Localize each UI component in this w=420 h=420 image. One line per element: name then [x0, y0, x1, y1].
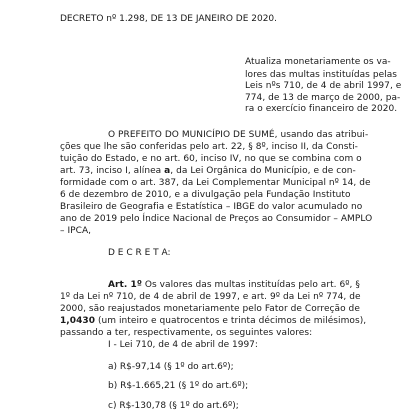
preamble-line: ano de 2019 pelo Índice Nacional de Preços ao Consumidor – AMPLO	[60, 214, 373, 224]
ementa-line: lores das multas instituídas pelas	[245, 70, 398, 80]
value-item: a) R$-97,14 (§ 1º do art.6º);	[108, 362, 234, 372]
decreta-heading: D E C R E T A:	[108, 248, 171, 258]
preamble-line: – IPCA,	[60, 226, 92, 236]
article-line: 1º da Lei nº 710, de 4 de abril de 1997, e art. 9º da Lei nº 774, de	[60, 292, 361, 302]
preamble-line: formidade com o art. 387, da Lei Complementar Municipal nº 14, de	[60, 178, 371, 188]
article-line	[60, 316, 366, 326]
article-text: Os valores das multas instituídas pelo art. 6º, §	[141, 280, 360, 290]
value-item: b) R$-1.665,21 (§ 1º do art.6º);	[108, 381, 249, 391]
preamble-line: tuição do Estado, e no art. 60, inciso IV, no que se combina com o	[60, 154, 362, 164]
preamble-line	[60, 166, 356, 176]
preamble-line: ções que lhe são conferidas pelo art. 22, § 8º, inciso II, da Consti-	[60, 142, 358, 152]
article-text: (um inteiro e quatrocentos e trinta décimos de milésimos),	[95, 316, 367, 326]
correction-factor: 1,0430	[60, 316, 96, 326]
preamble-line: Brasileiro de Geografia e Estatística – IBGE do valor acumulado no	[60, 202, 363, 212]
ementa-line: 774, de 13 de março de 2000, pa-	[245, 93, 401, 103]
alinea-letter: a	[164, 166, 171, 176]
preamble-text: , da Lei Orgânica do Município, e de con-	[170, 166, 356, 176]
preamble-line: 6 de dezembro de 2010, e a divulgação pela Fundação Instituto	[60, 190, 351, 200]
item-law-710: I - Lei 710, de 4 de abril de 1997:	[108, 340, 258, 350]
value-item: c) R$-130,78 (§ 1º do art.6º);	[108, 401, 239, 411]
article-label: Art. 1º	[108, 280, 142, 290]
decree-title: DECRETO nº 1.298, DE 13 DE JANEIRO DE 2020.	[60, 14, 278, 24]
ementa-line: Leis nºs 710, de 4 de abril 1997, e	[245, 81, 402, 91]
ementa-line: ra o exercício financeiro de 2020.	[245, 104, 398, 114]
preamble-line: O PREFEITO DO MUNICÍPIO DE SUMÉ, usando das atribui-	[108, 130, 369, 140]
article-line: passando a ter, respectivamente, os seguintes valores:	[60, 328, 313, 338]
preamble-text: art. 73, inciso I, alínea	[60, 166, 162, 176]
article-line: 2000, são reajustados monetariamente pelo Fator de Correção de	[60, 304, 360, 314]
ementa-line: Atualiza monetariamente os va-	[245, 57, 391, 67]
article-line	[108, 280, 360, 290]
